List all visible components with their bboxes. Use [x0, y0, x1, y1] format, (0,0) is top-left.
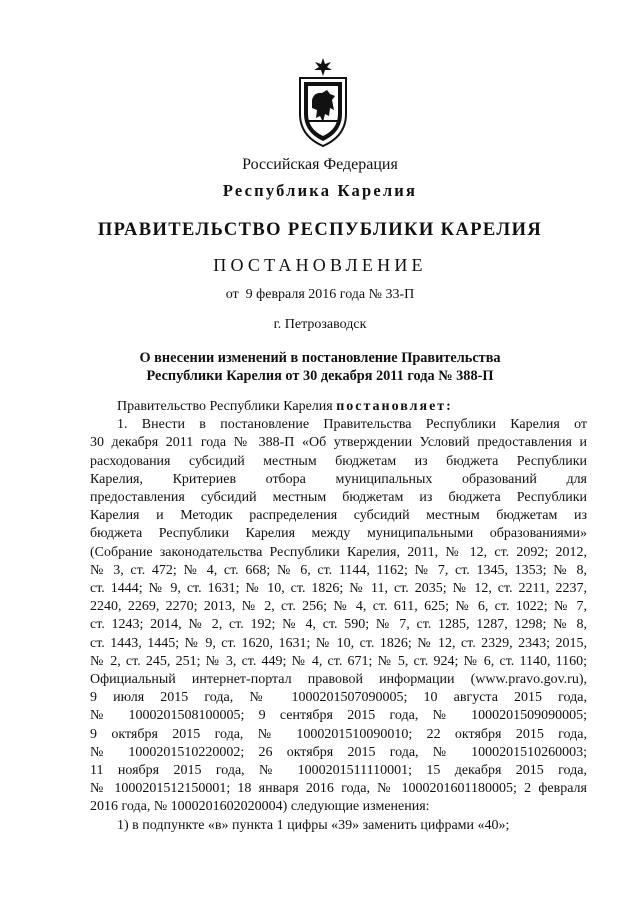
republic-line: Республика Карелия [222, 181, 418, 200]
intro-verb: постановляет: [336, 399, 453, 414]
body-line: 9 июля 2015 года, № 1000201507090005; 10 августа 2015 года, [90, 690, 587, 706]
document-body [90, 398, 587, 835]
city-line: г. Петрозаводск [273, 317, 367, 332]
intro-line [90, 398, 587, 416]
body-line: 9 октября 2015 года, № 1000201510090010; 22 октября 2015 года, [90, 726, 587, 742]
body-line: бюджета Республики Карелия между муниципальными образованиями» [90, 526, 587, 542]
body-line: Карелия, Критериев отбора муниципальных образований для [90, 471, 587, 487]
body-line: № 1000201510220002; 26 октября 2015 года, № 1000201510260003; [90, 744, 587, 760]
body-line: 2016 года, № 1000201602020004) следующие изменения: [90, 799, 430, 815]
body-line: Официальный интернет-портал правовой информации (www.pravo.gov.ru), [90, 672, 587, 688]
body-line: расходования субсидий местным бюджетам из бюджета Республики [90, 453, 587, 469]
intro-prefix: Правительство Республики Карелия [117, 399, 333, 414]
body-line: ст. 1444; № 9, ст. 1631; № 10, ст. 1826; № 11, ст. 2035; № 12, ст. 2211, 2237, [90, 581, 587, 597]
body-line: № 1000201508100005; 9 сентября 2015 года, № 1000201509090005; [90, 708, 587, 724]
body-line: ст. 1443, 1445; № 9, ст. 1620, 1631; № 10, ст. 1826; № 12, ст. 2329, 2343; 2015, [90, 635, 587, 651]
body-line: предоставления субсидий местным бюджетам из бюджета Республики [90, 490, 587, 506]
body-line: ст. 1243; 2014, № 2, ст. 192; № 4, ст. 590; № 7, ст. 1285, 1287, 1298; № 8, [90, 617, 587, 633]
body-line: (Собрание законодательства Республики Карелия, 2011, № 12, ст. 2092; 2012, [90, 544, 587, 560]
body-line: № 3, ст. 472; № 4, ст. 668; № 6, ст. 1144, 1162; № 7, ст. 1345, 1353; № 8, [90, 562, 587, 578]
body-line: 30 декабря 2011 года № 388-П «Об утверждении Условий предоставления и [90, 435, 587, 451]
body-line: № 2, ст. 245, 251; № 3, ст. 449; № 4, ст. 671; № 5, ст. 924; № 6, ст. 1140, 1160; [90, 653, 587, 669]
title-line-2: Республики Карелия от 30 декабря 2011 года № 388-П [146, 368, 494, 384]
body-line: 1) в подпункте «в» пункта 1 цифры «39» заменить цифрами «40»; [117, 817, 510, 833]
federation-line: Российская Федерация [242, 156, 398, 173]
government-heading: ПРАВИТЕЛЬСТВО РЕСПУБЛИКИ КАРЕЛИЯ [97, 220, 543, 240]
body-line: 11 ноября 2015 года, № 1000201511110001; 15 декабря 2015 года, [90, 763, 587, 779]
date-number-line [0, 287, 640, 303]
document-type: ПОСТАНОВЛЕНИЕ [213, 255, 427, 275]
date-number-text: от 9 февраля 2016 года № 33-П [225, 287, 415, 302]
body-line: 1. Внести в постановление Правительства Республики Карелия от [117, 417, 587, 433]
body-line: Карелия и Методик распределения субсидий местным бюджетам из [90, 508, 587, 524]
body-line: № 1000201512150001; 18 января 2016 года, № 1000201601180005; 2 февраля [90, 781, 587, 797]
title-line-1: О внесении изменений в постановление Правительства [139, 350, 501, 366]
karelia-coat-of-arms-icon [294, 56, 352, 148]
body-line: 2240, 2269, 2270; 2013, № 2, ст. 256; № 4, ст. 611, 625; № 6, ст. 1022; № 7, [90, 599, 587, 615]
